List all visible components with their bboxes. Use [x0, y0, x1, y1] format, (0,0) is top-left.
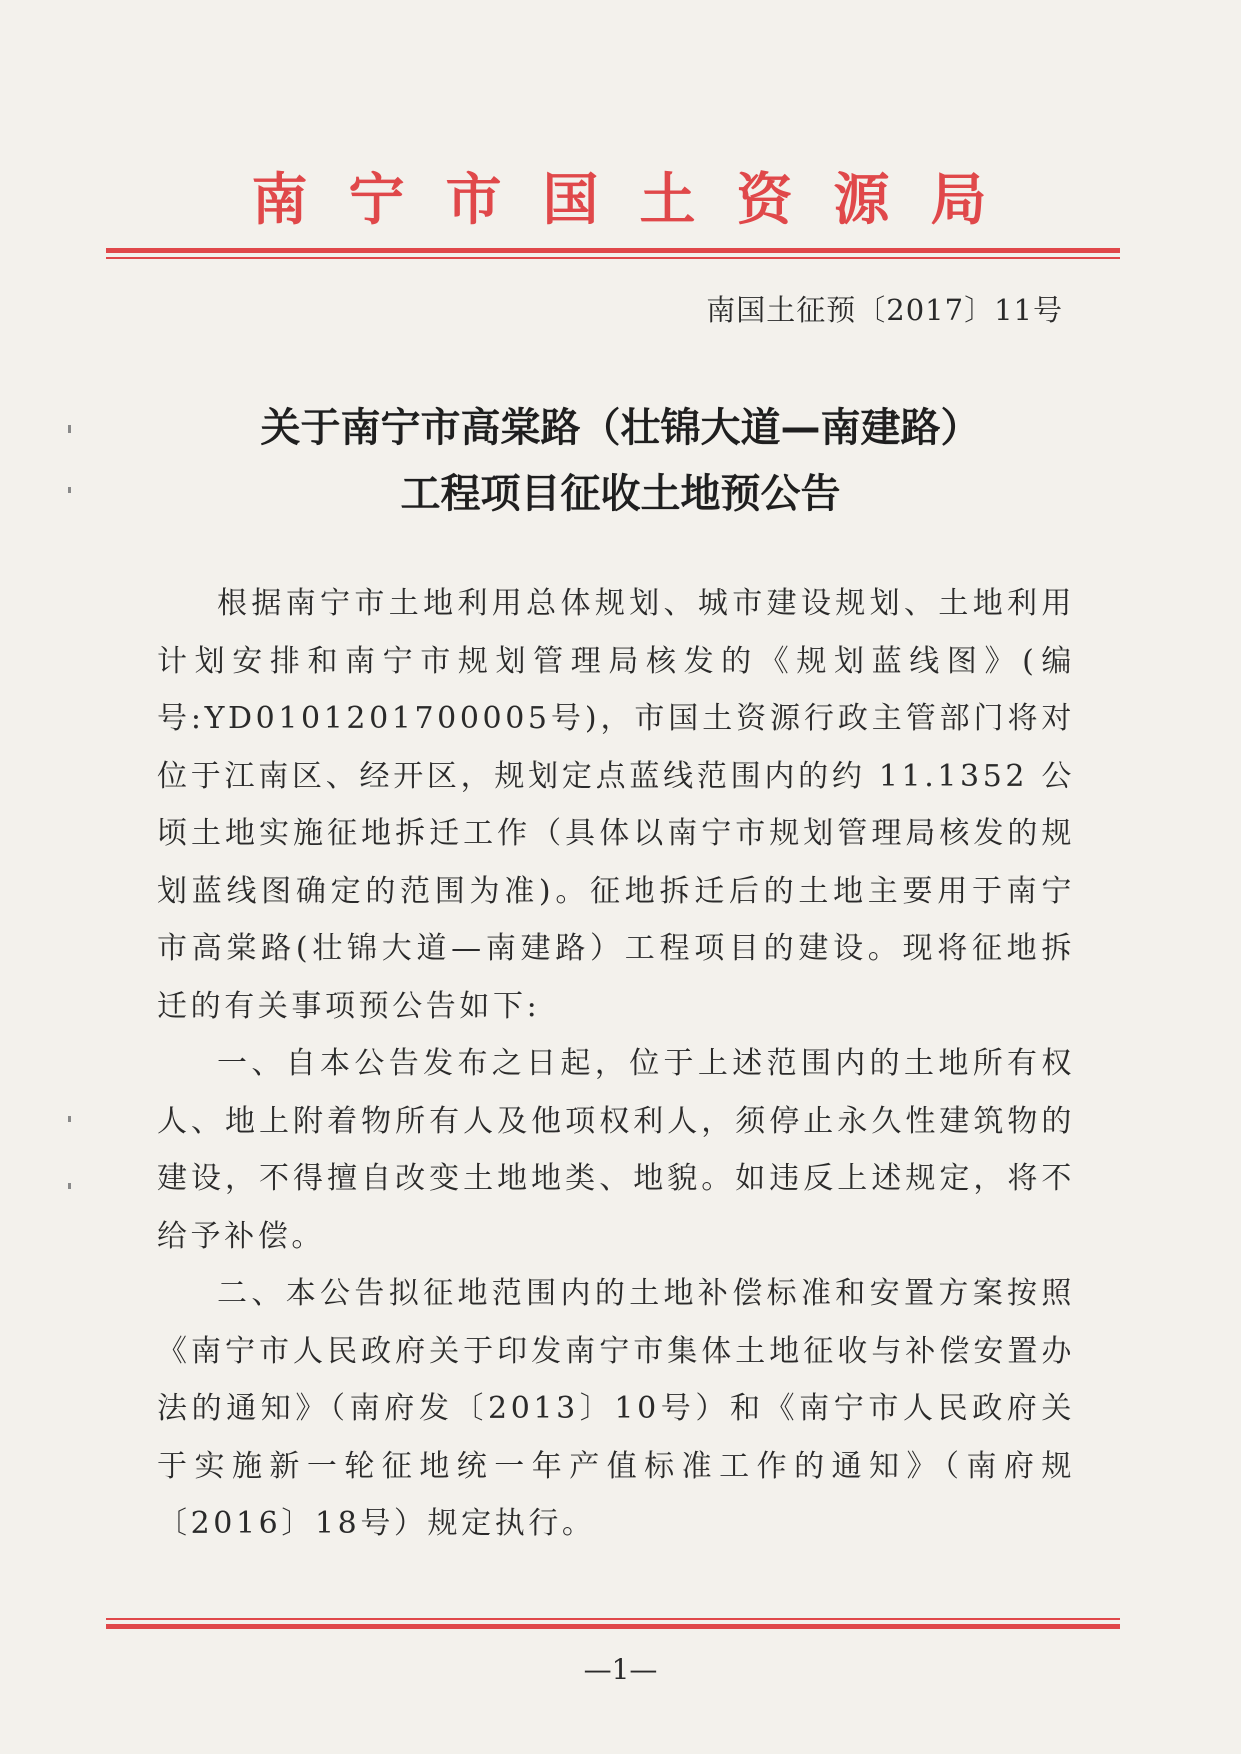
title-line-2: 工程项目征收土地预公告 — [400, 471, 841, 517]
document-title — [0, 395, 1241, 527]
footer-rule-thin — [106, 1618, 1120, 1620]
body-paragraph-2: 一、自本公告发布之日起，位于上述范围内的土地所有权人、地上附着物所有人及他项权利人，须停止永久性建筑物的建设，不得擅自改变土地地类、地貌。如违反上述规定，将不给予补偿。 — [157, 1046, 1075, 1254]
scan-mark — [68, 1183, 71, 1189]
scan-mark — [68, 1116, 71, 1122]
body-paragraph-1: 根据南宁市土地利用总体规划、城市建设规划、土地利用计划安排和南宁市规划管理局核发的《规划蓝线图》(编号:YD0101201700005号)，市国土资源行政主管部门将对位于江南区、经开区，规划定点蓝线范围内的约 11.1352 公顷土地实施征地拆迁工作（具体以南宁市规划管理局核发的规划蓝线图确定的范围为准)。征地拆迁后的土地主要用于南宁市高棠路(壮锦大道—南建路）工程项目的建设。现将征地拆迁的有关事项预公告如下: — [157, 586, 1075, 1024]
footer-rule-thick — [106, 1624, 1120, 1629]
body-paragraph-3: 二、本公告拟征地范围内的土地补偿标准和安置方案按照《南宁市人民政府关于印发南宁市集体土地征收与补偿安置办法的通知》（南府发〔2013〕10号）和《南宁市人民政府关于实施新一轮征地统一年产值标准工作的通知》（南府规〔2016〕18号）规定执行。 — [157, 1276, 1075, 1541]
header-rule-thick — [106, 248, 1120, 253]
agency-header: 南宁市国土资源局 — [251, 167, 1028, 233]
document-body — [157, 575, 1075, 1553]
document-number: 南国土征预〔2017〕11号 — [706, 293, 1063, 327]
page-number: —1— — [583, 1653, 658, 1686]
title-line-1: 关于南宁市高棠路（壮锦大道—南建路） — [260, 405, 981, 451]
header-rule-thin — [106, 257, 1120, 259]
